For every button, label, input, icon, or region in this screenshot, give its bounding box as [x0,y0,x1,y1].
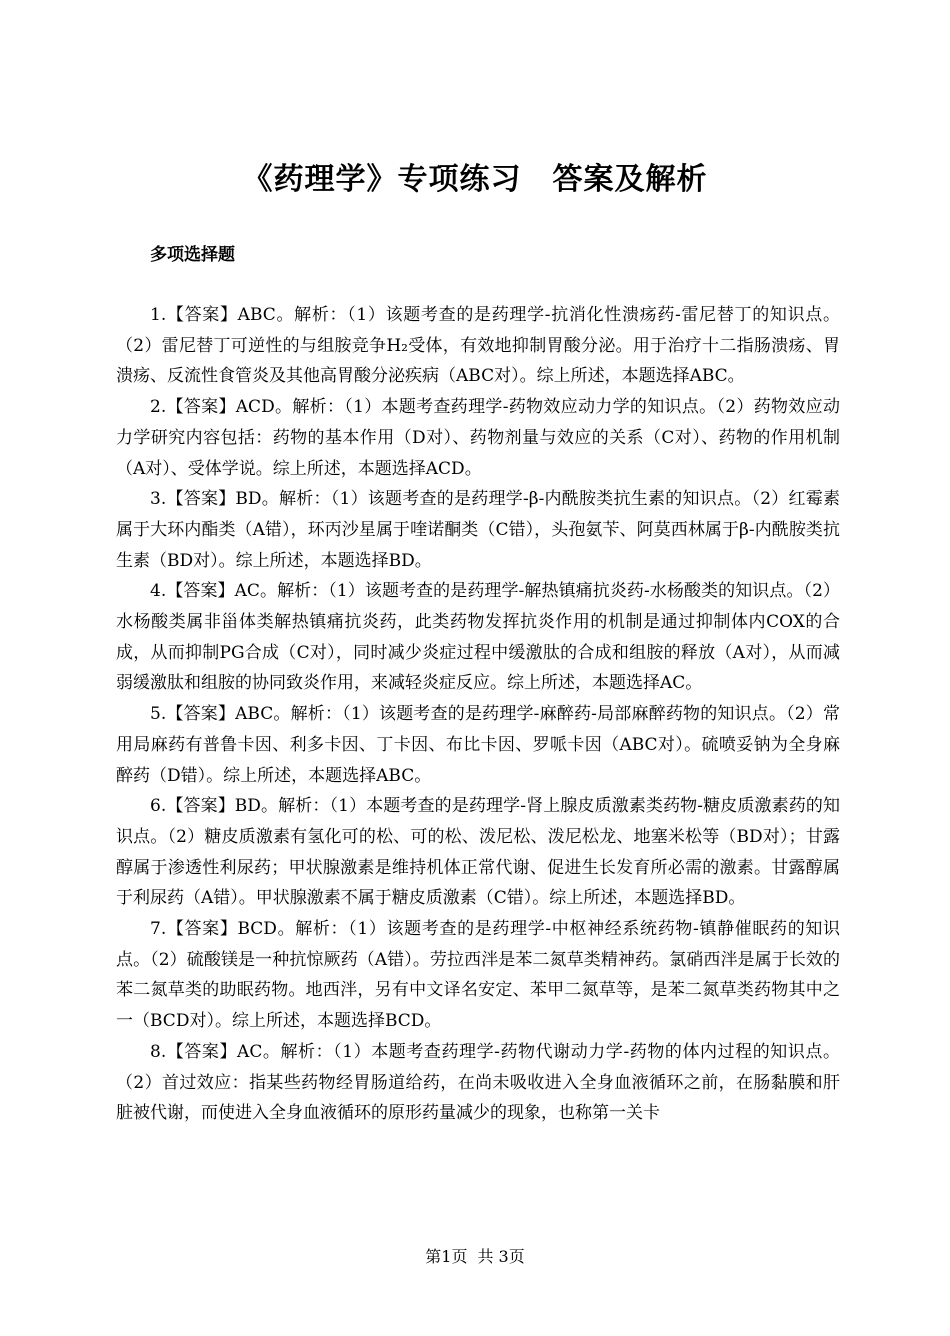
answer-paragraph-1: 1.【答案】ABC。解析：（1）该题考查的是药理学-抗消化性溃疡药-雷尼替丁的知识点。（2）雷尼替丁可逆性的与组胺竞争H₂受体，有效地抑制胃酸分泌。用于治疗十二指肠溃疡、胃溃疡、反流性食管炎及其他高胃酸分泌疾病（ABC对）。综上所述，本题选择ABC。 [116,305,840,387]
answer-paragraph-8: 8.【答案】AC。解析：（1）本题考查药理学-药物代谢动力学-药物的体内过程的知识点。（2）首过效应：指某些药物经胃肠道给药，在尚未吸收进入全身血液循环之前，在肠黏膜和肝脏被代谢，而使进入全身血液循环的原形药量减少的现象，也称第一关卡 [116,1041,840,1124]
answers-body [116,300,840,1129]
section-heading: 多项选择题 [150,245,235,265]
answer-paragraph-6: 6.【答案】BD。解析：（1）本题考查的是药理学-肾上腺皮质激素类药物-糖皮质激素药的知识点。（2）糖皮质激素有氢化可的松、可的松、泼尼松、泼尼松龙、地塞米松等（BD对）；甘露醇属于渗透性利尿药；甲状腺激素是维持机体正常代谢、促进生长发育所必需的激素。甘露醇属于利尿药（A错）。甲状腺激素不属于糖皮质激素（C错）。综上所述，本题选择BD。 [116,796,840,909]
answer-paragraph-4: 4.【答案】AC。解析：（1）该题考查的是药理学-解热镇痛抗炎药-水杨酸类的知识点。（2）水杨酸类属非甾体类解热镇痛抗炎药，此类药物发挥抗炎作用的机制是通过抑制体内COX的合成，从而抑制PG合成（C对），同时减少炎症过程中缓激肽的合成和组胺的释放（A对），从而减弱缓激肽和组胺的协同致炎作用，来减轻炎症反应。综上所述，本题选择AC。 [116,581,840,694]
page-number: 第1页 [425,1247,468,1266]
page-total: 共 3页 [477,1247,525,1266]
page-title: 《药理学》专项练习 答案及解析 [242,162,708,197]
answer-paragraph-3: 3.【答案】BD。解析：（1）该题考查的是药理学-β-内酰胺类抗生素的知识点。（2）红霉素属于大环内酯类（A错），环丙沙星属于喹诺酮类（C错），头孢氨苄、阿莫西林属于β-内酰胺类抗生素（BD对）。综上所述，本题选择BD。 [116,489,840,571]
answer-paragraph-7: 7.【答案】BCD。解析：（1）该题考查的是药理学-中枢神经系统药物-镇静催眠药的知识点。（2）硫酸镁是一种抗惊厥药（A错）。劳拉西泮是苯二氮草类精神药。氯硝西泮是属于长效的苯二氮草类的助眠药物。地西泮，另有中文译名安定、苯甲二氮草等，是苯二氮草类药物其中之一（BCD对）。综上所述，本题选择BCD。 [116,919,840,1032]
page-footer [0,1244,950,1267]
answer-paragraph-2: 2.【答案】ACD。解析：（1）本题考查药理学-药物效应动力学的知识点。（2）药物效应动力学研究内容包括：药物的基本作用（D对）、药物剂量与效应的关系（C对）、药物的作用机制（A对）、受体学说。综上所述，本题选择ACD。 [116,397,840,479]
answer-paragraph-5: 5.【答案】ABC。解析：（1）该题考查的是药理学-麻醉药-局部麻醉药物的知识点。（2）常用局麻药有普鲁卡因、利多卡因、丁卡因、布比卡因、罗哌卡因（ABC对）。硫喷妥钠为全身麻醉药（D错）。综上所述，本题选择ABC。 [116,704,840,786]
